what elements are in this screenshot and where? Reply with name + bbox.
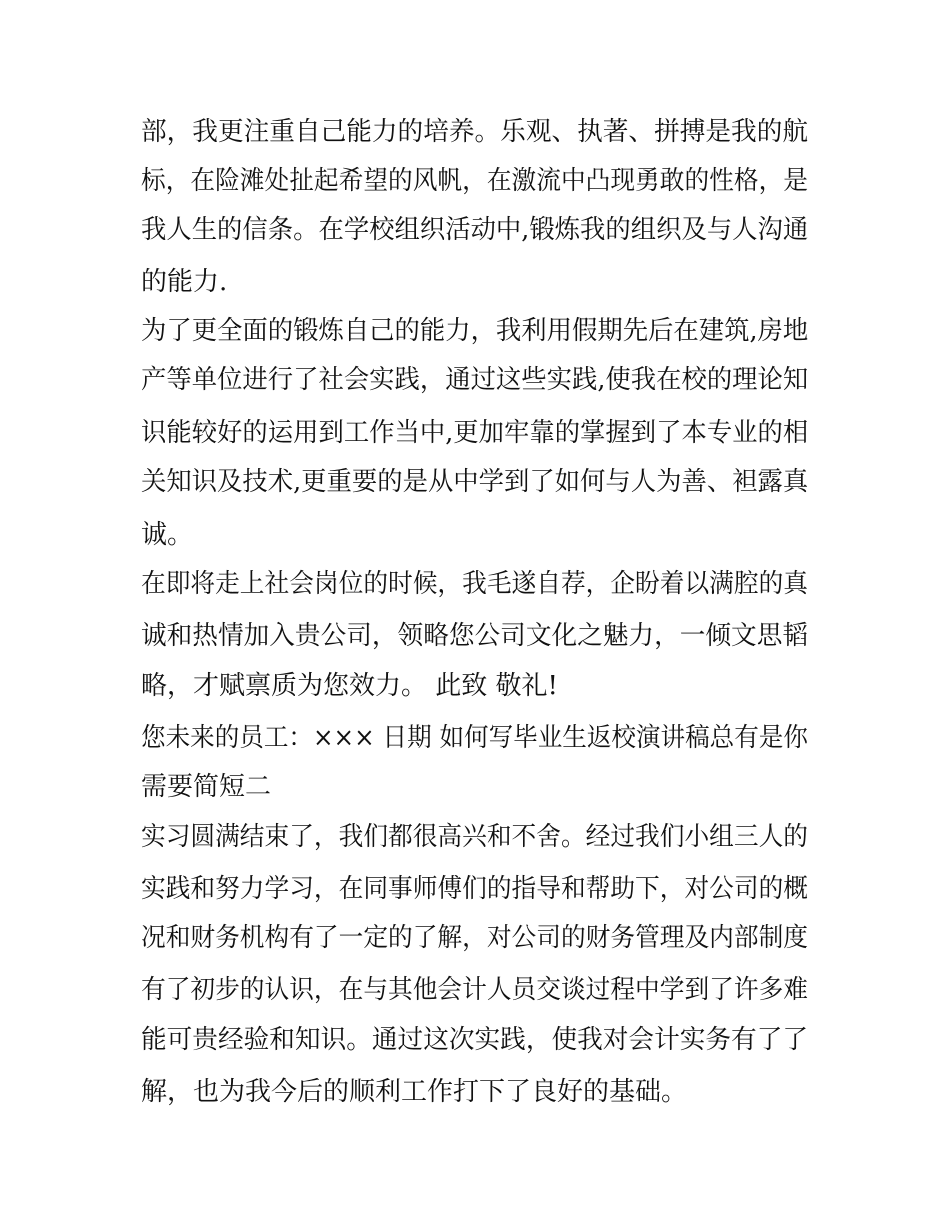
text-line: 能可贵经验和知识。通过这次实践，使我对会计实务有了了 (141, 1025, 809, 1055)
text-line: 的能力. (141, 267, 228, 297)
text-line: 为了更全面的锻炼自己的能力，我利用假期先后在建筑,房地 (141, 316, 809, 346)
text-line: 在即将走上社会岗位的时候，我毛遂自荐，企盼着以满腔的真 (141, 569, 808, 599)
text-line: 部，我更注重自己能力的培养。乐观、执著、拼搏是我的航 (141, 117, 809, 147)
text-line: 实践和努力学习，在同事师傅们的指导和帮助下，对公司的概 (141, 874, 808, 904)
text-line: 略，才赋禀质为您效力。 此致 敬礼! (141, 671, 558, 701)
text-line: 有了初步的认识，在与其他会计人员交谈过程中学到了许多难 (141, 975, 808, 1005)
text-line: 解，也为我今后的顺利工作打下了良好的基础。 (141, 1077, 688, 1107)
text-line: 产等单位进行了社会实践，通过这些实践,使我在校的理论知 (141, 365, 809, 395)
text-line: 况和财务机构有了一定的了解，对公司的财务管理及内部制度 (141, 923, 808, 953)
text-line: 您未来的员工：××× 日期 如何写毕业生返校演讲稿总有是你 (141, 723, 808, 753)
text-line: 实习圆满结束了，我们都很高兴和不舍。经过我们小组三人的 (141, 822, 808, 852)
text-line: 标，在险滩处扯起希望的风帆，在激流中凸现勇敢的性格，是 (141, 166, 808, 196)
text-line: 识能较好的运用到工作当中,更加牢靠的掌握到了本专业的相 (141, 418, 809, 448)
text-line: 需要简短二 (141, 772, 272, 802)
text-line: 诚和热情加入贵公司，领略您公司文化之魅力，一倾文思韬 (141, 621, 809, 651)
text-line: 关知识及技术,更重要的是从中学到了如何与人为善、袒露真 (141, 467, 809, 497)
text-line: 诚。 (141, 520, 194, 550)
text-line: 我人生的信条。在学校组织活动中,锻炼我的组织及与人沟通 (141, 215, 809, 245)
